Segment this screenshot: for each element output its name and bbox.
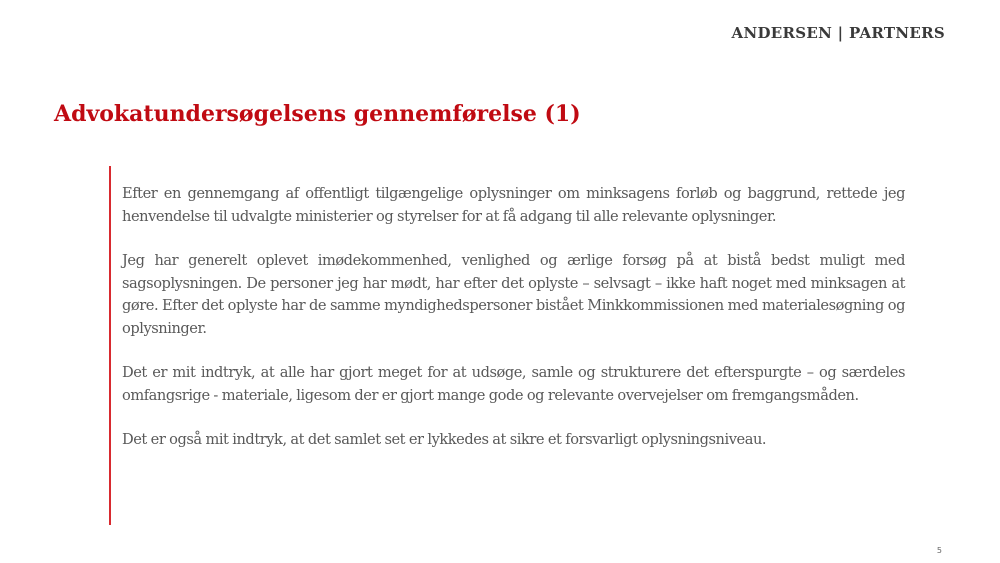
paragraph-1: Efter en gennemgang af offentligt tilgængelige oplysninger om minksagens forløb og baggrund, rettede jeg henvendelse til udvalgte ministerier og styrelser for at få adgang til alle relevante oplysninger. — [122, 185, 905, 225]
paragraph-4: Det er også mit indtryk, at det samlet set er lykkedes at sikre et forsvarligt oplysningsniveau. — [122, 431, 767, 448]
accent-bar — [109, 166, 111, 525]
page-number: 5 — [936, 546, 942, 555]
paragraph-2: Jeg har generelt oplevet imødekommenhed, venlighed og ærlige forsøg på at bistå bedst muligt med sagsoplysningen. De personer jeg har mødt, har efter det oplyste – selvsagt – ikke haft noget med minksagen at gøre. Efter det oplyste har de samme myndighedspersoner bistået Minkkommissionen med materialesøgning og oplysninger. — [122, 252, 905, 337]
paragraph-3: Det er mit indtryk, at alle har gjort meget for at udsøge, samle og strukturere det efterspurgte – og særdeles omfangsrige - materiale, ligesom der er gjort mange gode og relevante overvejelser om fremgangsmåden. — [122, 364, 905, 404]
company-logo: ANDERSEN | PARTNERS — [731, 24, 945, 42]
body-text — [122, 183, 905, 474]
slide-title: Advokatundersøgelsens gennemførelse (1) — [54, 101, 581, 127]
